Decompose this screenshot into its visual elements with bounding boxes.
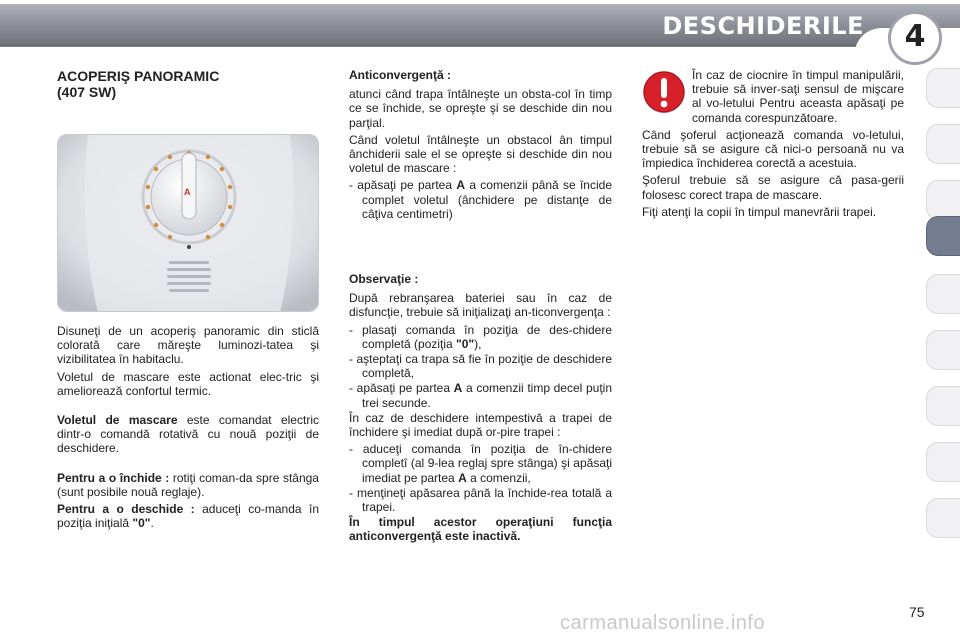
chapter-tab-active[interactable]	[926, 216, 960, 256]
chapter-number-badge: 4	[888, 11, 942, 65]
chapter-tab[interactable]	[926, 498, 960, 538]
warning-icon	[642, 68, 686, 116]
paragraph: atunci când trapa întâlneşte un obsta-col în timp ce se închide, se opreşte şi se deschide din nou parţial.	[349, 87, 612, 130]
section-title: ACOPERIŞ PANORAMIC (407 SW)	[57, 68, 220, 100]
list-item: - aşteptaţi ca trapa să fie în poziţie de deschidere completă,	[349, 352, 612, 381]
column-left	[57, 68, 319, 533]
paragraph: În caz de ciocnire în timpul manipulării, trebuie să inver-saţi sensul de mişcare al vo-letului Pentru aceasta apăsaţi pe comanda corespunzătoare.	[692, 68, 904, 125]
paragraph: Voletul de mascare este actionat elec-tric şi ameliorează confortul termic.	[57, 369, 319, 398]
paragraph: Disuneţi de un acoperiş panoramic din sticlă colorată care măreşte luminozi-tatea şi vizibilitatea în habitaclu.	[57, 324, 319, 367]
subsection-title: Observaţie :	[349, 272, 419, 287]
chapter-tab[interactable]	[926, 68, 960, 108]
paragraph: Şoferul trebuie să se asigure că pasa-gerii folosesc corect trapa de mascare.	[642, 173, 904, 202]
page-header	[0, 0, 960, 56]
list-item: - apăsaţi pe partea A a comenzii până se încide complet voletul (ânchidere pe distanţe de câţiva centimetri)	[349, 178, 612, 221]
column-right	[642, 68, 904, 222]
list-item: - aduceţi comanda în poziţia de în-chidere completî (al 9-lea reglaj spre stânga) şi apăsaţi imediat pe partea A a comenzii,	[349, 442, 612, 485]
chapter-tabs	[926, 68, 960, 578]
paragraph: În caz de deschidere intempestivă a trapei de închidere şi imediat după or-pire trapei :	[349, 410, 612, 440]
paragraph: Pentru a o deschide : aduceţi co-manda în poziţia iniţială "0".	[57, 502, 319, 531]
paragraph: Voletul de mascare este comandat electric dintr-o comandă rotativă cu nouă poziţii de deschidere.	[57, 413, 319, 456]
paragraph: Când şoferul acţionează comanda vo-letului, trebuie să se asigure că nici-o persoană nu va împiedica închiderea corectă a acestuia.	[642, 127, 904, 171]
paragraph: Pentru a o închide : rotiţi coman-da spre stânga (sunt posibile nouă reglaje).	[57, 470, 319, 499]
column-middle	[349, 68, 612, 547]
paragraph: Când voletul întâlneşte un obstacol ân timpul ânchiderii sale el se opreşte si deschide din nou voletul de mascare :	[349, 132, 612, 176]
button-a-label: A	[184, 187, 191, 197]
watermark: carmanualsonline.info	[560, 612, 766, 634]
roof-control-illustration	[58, 135, 319, 312]
chapter-tab[interactable]	[926, 124, 960, 164]
chapter-tab[interactable]	[926, 274, 960, 314]
paragraph: După rebranşarea bateriei sau în caz de disfuncţie, trebuie să iniţializaţi an-ticonvergenţa :	[349, 291, 612, 320]
chapter-tab[interactable]	[926, 386, 960, 426]
roof-control-photo	[57, 134, 319, 312]
page-number: 75	[909, 604, 925, 620]
chapter-title: DESCHIDERILE	[662, 12, 864, 40]
list-item: - menţineţi apăsarea până la închide-rea totală a trapei.	[349, 485, 612, 515]
list-item: - plasaţi comanda în poziţia de des-chidere completă (poziţia "0"),	[349, 322, 612, 351]
paragraph: Fiţi atenţi la copii în timpul manevrării trapei.	[642, 204, 877, 219]
list-item: - apăsaţi pe partea A a comenzii timp decel puţin trei secunde.	[349, 381, 612, 410]
bold-note: În timpul acestor operaţiuni funcţia anticonvergenţă este inactivă.	[349, 515, 612, 544]
chapter-tab[interactable]	[926, 330, 960, 370]
chapter-tab[interactable]	[926, 442, 960, 482]
warning-block	[642, 68, 904, 219]
chapter-tab[interactable]	[926, 180, 960, 220]
subsection-title: Anticonvergenţă :	[349, 68, 452, 82]
